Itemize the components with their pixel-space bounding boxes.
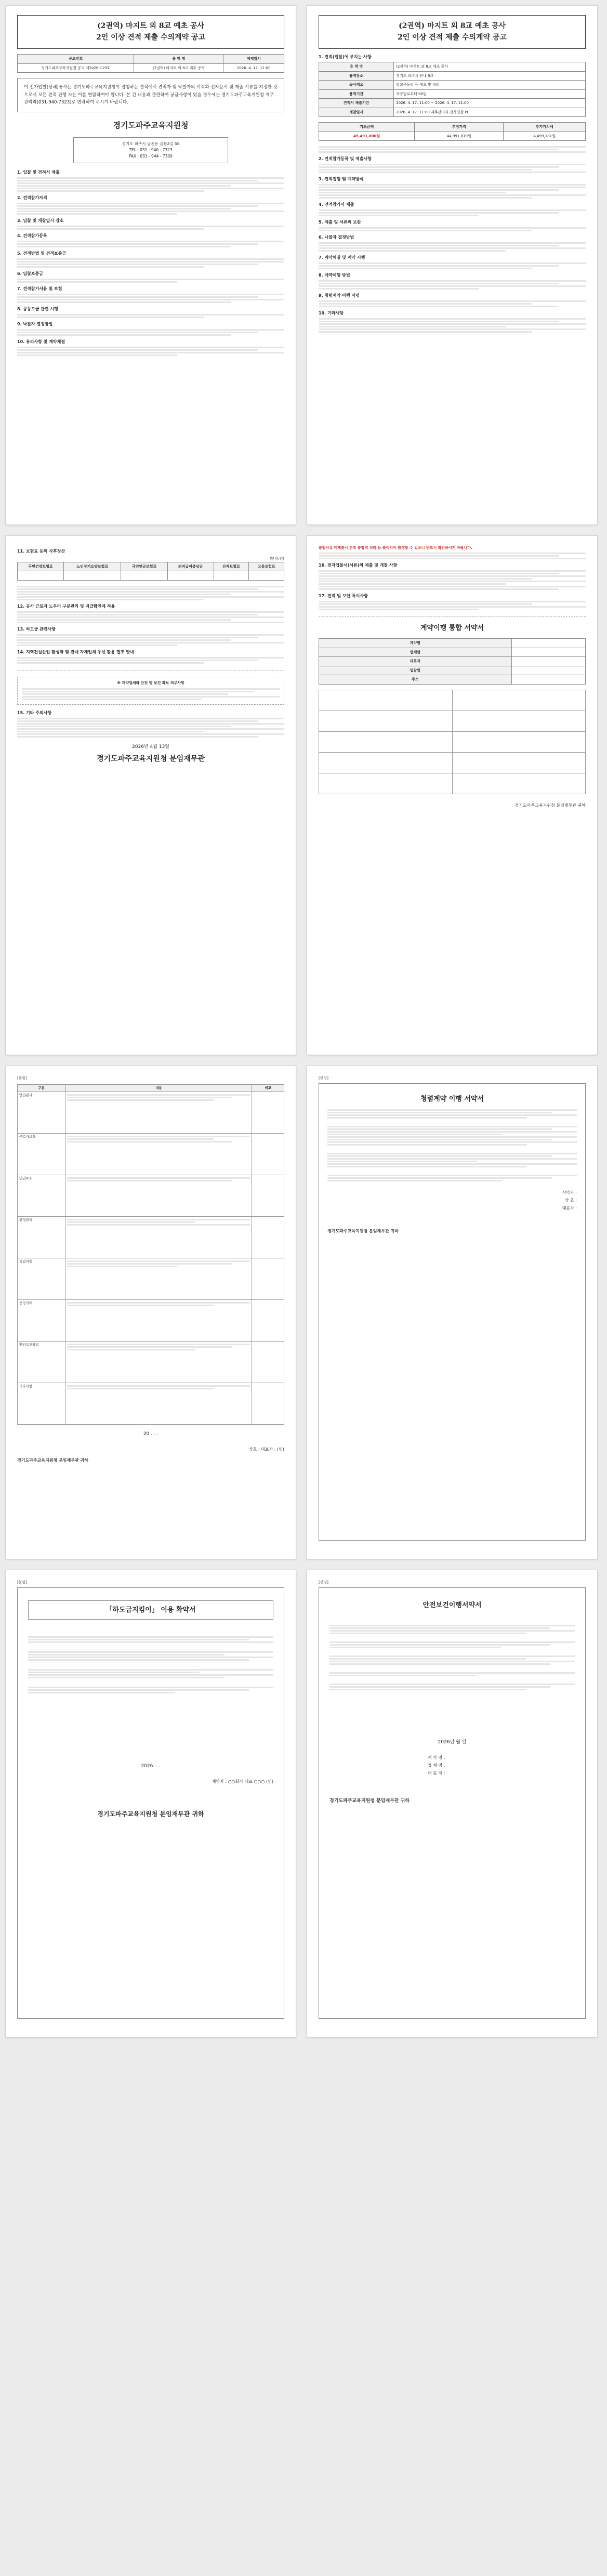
address-box: [73, 137, 228, 163]
field-label: 대표자: [319, 657, 512, 666]
integrity-signature-block: [327, 1189, 577, 1213]
safety-form-box: [319, 1587, 586, 2019]
table-cell: (2권역) 마지트 외 8교 예초 공사: [134, 63, 223, 73]
table-row: [319, 62, 586, 72]
insurance-table: [17, 562, 284, 581]
warning-note: 붙임서류 미제출시 견적 불합격 처리 등 불이익이 발생할 수 있으니 반드시 확인하시기 바랍니다.: [319, 546, 472, 550]
project-info-table: [319, 62, 586, 117]
row-category: 기타사항: [18, 1383, 65, 1425]
table-header-row: [18, 55, 284, 64]
header-cell: 추정가격: [415, 123, 504, 132]
section-heading: 1. 입찰 및 견적서 제출: [17, 170, 60, 175]
header-cell: 국민연금보험료: [121, 562, 167, 571]
row-category: 인권보호: [18, 1175, 65, 1217]
table-header-row: [18, 1084, 284, 1092]
section-heading: 4. 견적참가등록: [17, 233, 47, 239]
notice-title-box: [17, 15, 284, 49]
attachment-label: [붙임]: [17, 1076, 27, 1080]
subcontract-title: 「하도급지킴이」 이용 확약서: [28, 1600, 273, 1620]
table-row: [319, 108, 586, 117]
section-heading: 8. 계약이행 방법: [319, 273, 350, 278]
table-row: [319, 666, 586, 675]
table-cell: 2026. 4. 17. 11:00: [223, 63, 284, 73]
header-cell: 부가가치세: [504, 123, 586, 132]
row-category: 공정거래: [18, 1300, 65, 1342]
notice-box-title: ※ 계약업체와 안전 및 보건 확보 의무사항: [117, 680, 184, 685]
table-row: [319, 657, 586, 666]
address-line: 경기도 파주시 금촌동 금릉2길 55: [122, 141, 180, 147]
document-page-5: [5, 1066, 296, 1559]
table-header-row: [319, 123, 586, 132]
section-heading: 6. 입찰보증금: [17, 271, 44, 277]
table-row: [18, 1175, 284, 1217]
safety-recipient: 경기도파주교육지원청 분임재무관 귀하: [329, 1798, 410, 1804]
section-heading: 2. 견적참가자격: [17, 195, 47, 201]
field-label: 업체명: [319, 648, 512, 657]
section-heading: 5. 제출 및 서류의 보완: [319, 220, 361, 225]
pledge-signature: 경기도파주교육지원청 분임재무관 귀하: [514, 803, 586, 808]
issuer-name: 경기도파주교육지원청 분임재무관: [97, 755, 205, 764]
section-heading: 9. 낙찰자 결정방법: [17, 322, 53, 327]
document-page-8: [307, 1570, 598, 2038]
form-signature: 상호 : 대표자 : (인): [248, 1447, 284, 1452]
document-page-3: [5, 535, 296, 1055]
pledge-field-table: [319, 638, 586, 685]
document-page-7: [5, 1570, 296, 2038]
safety-pledge-title: 안전보건이행서약서: [423, 1601, 482, 1609]
table-row: [18, 1092, 284, 1134]
form-recipient: 경기도파주교육지원청 분임재무관 귀하: [17, 1457, 88, 1463]
section-heading: 2. 견적참가등록 및 제출사항: [319, 156, 372, 162]
field-label: 계약명: [319, 639, 512, 648]
row-label: 용역기간: [319, 89, 394, 99]
row-value: 2026. 4. 17. 11:00 ~ 2026. 4. 17. 11:00: [394, 99, 586, 108]
field-label: 주소: [319, 675, 512, 685]
section-heading: 7. 견적참가서류 및 보험: [17, 286, 62, 292]
table-row: [319, 89, 586, 99]
section-heading: 8. 공동도급 관련 시행: [17, 307, 58, 312]
row-value: (2권역) 마지트 외 8교 예초 공사: [394, 62, 586, 72]
row-category: 안전관리: [18, 1092, 65, 1134]
integrity-recipient: 경기도파주교육지원청 분임재무관 귀하: [327, 1228, 399, 1233]
section-heading: 14. 지역건설산업 활성화 및 관내 자재업체 우선 활용 협조 안내: [17, 649, 134, 654]
section-heading: 15. 기타 주의사항: [17, 710, 52, 715]
company-name-line: 업 체 명 :: [427, 1763, 445, 1768]
pledge-title: 계약이행 통합 서약서: [420, 624, 484, 632]
attachment-label: [붙임]: [17, 1580, 27, 1584]
row-category: 환경관리: [18, 1217, 65, 1258]
integrity-pledge-title: 청렴계약 이행 서약서: [420, 1095, 484, 1103]
row-value: 학교운동장 등 예초 및 정리: [394, 81, 586, 90]
header-cell: 퇴직급여충당금: [167, 562, 214, 571]
table-row: [18, 1258, 284, 1300]
header-cell: 구분: [18, 1084, 65, 1092]
row-label: 용역장소: [319, 71, 394, 81]
notice-title-line2: 2인 이상 견적 제출 수의계약 공고: [96, 33, 205, 42]
field-label: 입찰일: [319, 666, 512, 675]
attachment-label: [붙임]: [319, 1580, 328, 1584]
table-row: [319, 648, 586, 657]
section-heading: 10. 유의사항 및 계약체결: [17, 339, 65, 345]
row-category: 근로자보호: [18, 1134, 65, 1175]
table-row: [319, 99, 586, 108]
pledge-items-table: [319, 690, 586, 794]
section-heading: 9. 청렴계약 이행 서명: [319, 293, 360, 298]
representative-line: 대표자 :: [562, 1206, 577, 1211]
estimated-price: 44,991,819원: [415, 132, 504, 141]
table-row: [18, 1342, 284, 1383]
integrity-form-box: [319, 1083, 586, 1541]
notice-title-line2: 2인 이상 견적 제출 수의계약 공고: [398, 33, 507, 42]
subcontract-signature: 계약자 : ○○회사 대표 ○○○ (인): [212, 1779, 273, 1784]
section-heading: 12. 공사 근로자 노무비 구분관리 및 지급확인제 적용: [17, 603, 115, 609]
document-page-2: [307, 5, 598, 525]
section-heading: 13. 하도급 관련사항: [17, 626, 56, 632]
header-cell: 고용보험료: [249, 562, 284, 571]
section-heading: 4. 견적참가서 제출: [319, 202, 354, 207]
table-header-row: [18, 562, 284, 571]
document-page-1: [5, 5, 296, 525]
price-table: [319, 122, 586, 141]
row-label: 견적서 제출기간: [319, 99, 394, 108]
phone-line: TEL : 031 - 940 - 7323: [129, 148, 173, 153]
row-value: 경기도 파주시 관내 9교: [394, 71, 586, 81]
table-row: [18, 1134, 284, 1175]
section-heading: 1. 견적(입찰)에 부치는 사항: [319, 55, 372, 60]
safety-date: 2026년 월 일: [438, 1740, 467, 1745]
notice-date: 2026년 4월 13일: [132, 744, 169, 750]
section-heading: 17. 견적 및 보안 특이사항: [319, 593, 368, 598]
row-value: 2026. 4. 17. 11:00 재무관리과 전자입찰 PC: [394, 108, 586, 117]
base-price: 49,491,000원: [319, 132, 415, 141]
table-row: [18, 571, 284, 581]
org-name: 경기도파주교육지원청: [113, 120, 189, 130]
header-cell: 국민건강보험료: [18, 562, 64, 571]
header-cell: 비고: [252, 1084, 284, 1092]
section-heading: 10. 기타사항: [319, 311, 344, 316]
section-heading: 16. 전자입찰서(서류)의 제출 및 개찰 사항: [319, 562, 398, 568]
section-heading: 3. 입찰 및 개찰일시 장소: [17, 218, 64, 224]
table-row: [18, 63, 284, 73]
document-page-4: [307, 535, 598, 1055]
section-heading: 6. 낙찰자 결정방법: [319, 235, 354, 240]
section-heading: 5. 견적방법 및 견적보증금: [17, 251, 67, 256]
table-row: [319, 639, 586, 648]
row-label: 공사개요: [319, 81, 394, 90]
representative-line: 대 표 자 :: [427, 1770, 445, 1776]
section-heading: 11. 보험료 등의 사후정산: [17, 549, 65, 554]
checklist-table: [17, 1084, 284, 1425]
table-row: [18, 1300, 284, 1342]
table-row: [319, 132, 586, 141]
signer-line: 서약자 :: [562, 1190, 577, 1195]
notice-info-table: [17, 54, 284, 73]
row-label: 용 역 명: [319, 62, 394, 72]
table-row: [319, 81, 586, 90]
section-heading: 7. 계약체결 및 계약 시행: [319, 255, 365, 260]
document-page-6: [307, 1066, 598, 1559]
safety-notice-box: [17, 677, 284, 705]
table-row: [18, 1383, 284, 1425]
notice-title-line1: (2권역) 마지트 외 8교 예초 공사: [399, 22, 506, 30]
table-row: [319, 71, 586, 81]
row-label: 개찰일시: [319, 108, 394, 117]
table-row: [319, 675, 586, 685]
unit-label: (단위:원): [269, 557, 284, 561]
header-cell: 게재일시: [223, 55, 284, 64]
table-row: [18, 1217, 284, 1258]
contract-name-line: 계 약 명 :: [427, 1755, 445, 1760]
intro-paragraph: 이 전자입찰(당해)공사는 경기도파주교육지원청이 집행하는 견적에서 견적자 및 낙찰자의 서식과 전자문서 및 제출 서류를 지정한 것으로서 모든 견적 진행 자는 이를 열람하여야 합니다. 본 건 내용과 관련하여 궁금사항이 있을 경우에는 경기도파주교육지원청 재무관리과(031-940-7323)로 연락하여 주시기 바랍니다.: [17, 78, 284, 112]
attachment-label: [붙임]: [319, 1076, 328, 1080]
safety-signature-block: [428, 1754, 575, 1778]
subcontract-form-box: [17, 1587, 284, 2019]
subcontract-recipient: 경기도파주교육지원청 분임재무관 귀하: [97, 1810, 204, 1818]
section-heading: 3. 견적집행 및 계약방식: [319, 177, 364, 182]
header-cell: 산재보험료: [214, 562, 249, 571]
row-value: 착공일로부터 90일: [394, 89, 586, 99]
row-category: 안전보건확보: [18, 1342, 65, 1383]
header-cell: 기초금액: [319, 123, 415, 132]
header-cell: 내용: [65, 1084, 252, 1092]
header-cell: 노인장기요양보험료: [64, 562, 121, 571]
header-cell: 용 역 명: [134, 55, 223, 64]
notice-title-line1: (2권역) 마지트 외 8교 예초 공사: [97, 22, 204, 30]
row-category: 청렴이행: [18, 1258, 65, 1300]
table-cell: 경기도파주교육지원청 공고 제2026-119호: [18, 63, 134, 73]
form-date: 20 . . .: [143, 1431, 159, 1437]
notice-title-box: [319, 15, 586, 49]
vat-amount: 4,499,181원: [504, 132, 586, 141]
company-line: 상 호 :: [564, 1198, 577, 1203]
subcontract-date: 2026. . .: [141, 1764, 161, 1769]
header-cell: 공고번호: [18, 55, 134, 64]
fax-line: FAX : 031 - 944 - 7309: [129, 154, 173, 159]
